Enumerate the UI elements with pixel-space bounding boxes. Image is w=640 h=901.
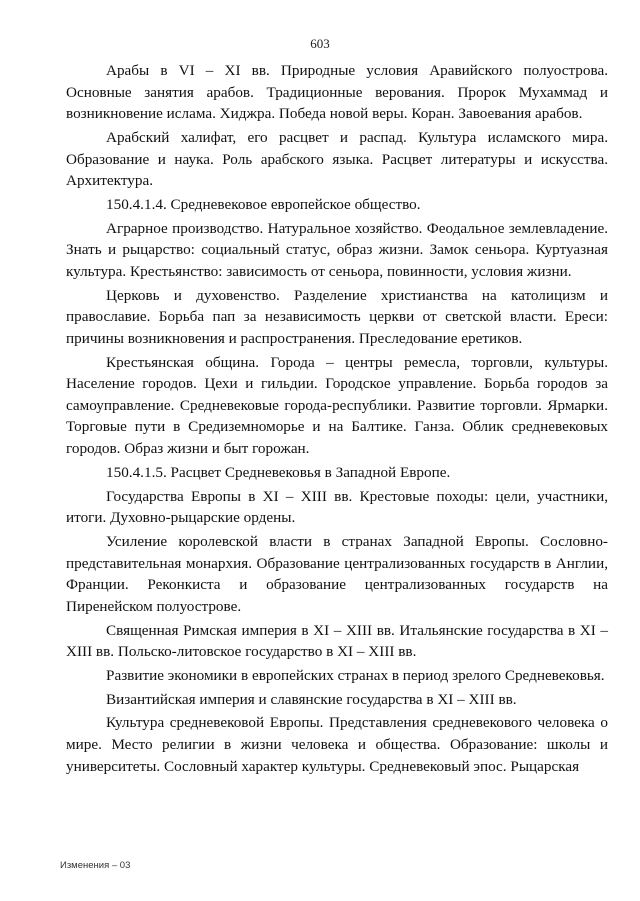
paragraph-holy-roman-empire: Священная Римская империя в XI – XIII вв. Итальянские государства в XI – XIII вв. Польско-литовское государство в XI – XIII вв.: [66, 621, 608, 661]
paragraph-states-crusades: Государства Европы в XI – XIII вв. Крестовые походы: цели, участники, итоги. Духовно-рыцарские ордены.: [66, 487, 608, 527]
paragraph-byzantium: Византийская империя и славянские государства в XI – XIII вв.: [106, 690, 517, 708]
paragraph-economy: Развитие экономики в европейских странах в период зрелого Средневековья.: [106, 666, 605, 684]
section-heading-150-4-1-5: 150.4.1.5. Расцвет Средневековья в Западной Европе.: [106, 463, 451, 481]
paragraph-royal-power: Усиление королевской власти в странах Западной Европы. Сословно-представительная монархия. Образование централизованных государств в Англии, Франции. Реконкиста и образование централизованных государств на Пиренейском полуострове.: [66, 532, 608, 615]
paragraph-culture: Культура средневековой Европы. Представления средневекового человека о мире. Место религии в жизни человека и общества. Образование: школы и университеты. Сословный характер культуры. Средневековый эпос. Рыцарская: [66, 714, 608, 775]
section-heading-150-4-1-4: 150.4.1.4. Средневековое европейское общество.: [106, 195, 421, 213]
paragraph-caliphate: Арабский халифат, его расцвет и распад. Культура исламского мира. Образование и наука. Роль арабского языка. Расцвет литературы и искусства. Архитектура.: [66, 128, 608, 190]
body-text: [66, 60, 608, 779]
page-number: 603: [310, 36, 330, 51]
paragraph-church: Церковь и духовенство. Разделение христианства на католицизм и православие. Борьба пап за независимость церкви от светской власти. Ереси: причины возникновения и распространения. Преследование еретиков.: [66, 286, 608, 347]
paragraph-community-cities: Крестьянская община. Города – центры ремесла, торговли, культуры. Население городов. Цехи и гильдии. Городское управление. Борьба городов за самоуправление. Средневековые города-республики. Развитие торговли. Ярмарки. Торговые пути в Средиземноморье и на Балтике. Ганза. Облик средневековых городов. Образ жизни и быт горожан.: [66, 353, 608, 458]
paragraph-arabs: Арабы в VI – XI вв. Природные условия Аравийского полуострова. Основные занятия арабов. Традиционные верования. Пророк Мухаммад и возникновение ислама. Хиджра. Победа новой веры. Коран. Завоевания арабов.: [66, 62, 608, 123]
paragraph-agrarian: Аграрное производство. Натуральное хозяйство. Феодальное землевладение. Знать и рыцарство: социальный статус, образ жизни. Замок сеньора. Куртуазная культура. Крестьянство: зависимость от сеньора, повинности, условия жизни.: [66, 219, 608, 280]
footer-revision: Изменения – 03: [60, 860, 131, 871]
